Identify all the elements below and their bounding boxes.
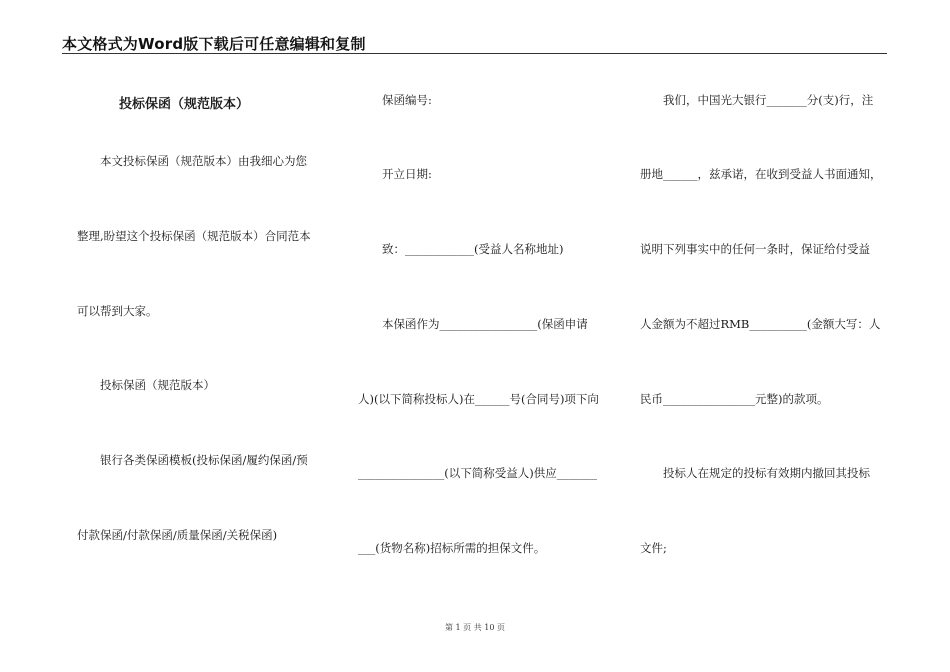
header-divider (62, 53, 887, 54)
paragraph-line: 册地______，兹承诺，在收到受益人书面通知， (640, 167, 882, 181)
paragraph-line: 人)(以下简称投标人)在______号(合同号)项下向 (358, 392, 599, 406)
paragraph-line: 本保函作为_________________(保函申请 (382, 317, 588, 331)
paragraph-line: 银行各类保函模板(投标保函/履约保函/预 (100, 453, 308, 467)
paragraph-line: 说明下列事实中的任何一条时，保证给付受益 (640, 242, 870, 256)
page-number: 第 1 页 共 10 页 (445, 623, 505, 632)
paragraph-line: 投标人在规定的投标有效期内撤回其投标 (663, 466, 870, 480)
paragraph-line: 本文投标保函（规范版本）由我细心为您 (100, 154, 307, 168)
guarantee-number-label: 保函编号: (382, 93, 432, 107)
paragraph-line: 投标保函（规范版本） (100, 378, 215, 392)
paragraph-line: 我们，中国光大银行_______分(支)行，注 (663, 93, 874, 107)
paragraph-line: 人金额为不超过RMB__________(金额大写：人 (640, 317, 881, 331)
paragraph-line: 可以帮到大家。 (77, 304, 158, 318)
paragraph-line: 民币________________元整)的款项。 (640, 392, 829, 406)
document-title: 投标保函（规范版本） (119, 97, 250, 112)
issue-date-label: 开立日期: (382, 167, 432, 181)
paragraph-line: _______________(以下简称受益人)供应_______ (358, 466, 597, 480)
document-header: 本文格式为Word版下载后可任意编辑和复制 (62, 35, 366, 53)
paragraph-line: 整理,盼望这个投标保函（规范版本）合同范本 (77, 229, 311, 243)
paragraph-line: 付款保函/付款保函/质量保函/关税保函) (77, 528, 278, 542)
paragraph-line: 致：____________(受益人名称地址) (382, 242, 564, 256)
paragraph-line: 文件; (640, 541, 667, 555)
paragraph-line: ___(货物名称)招标所需的担保文件。 (358, 541, 546, 555)
